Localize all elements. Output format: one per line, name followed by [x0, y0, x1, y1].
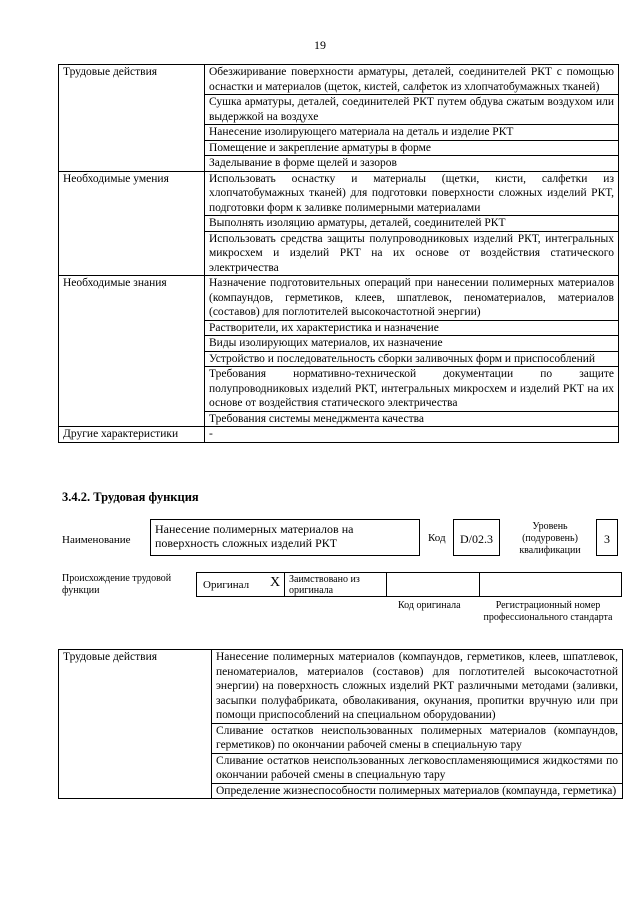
- row-item: Требования нормативно-технической документации по защите полупроводниковых изделий РКТ, интегральных микросхем и изделий РКТ на их основе от воздействия статического электричества: [205, 367, 619, 412]
- row-item: Требования системы менеджмента качества: [205, 411, 619, 427]
- row-item: Устройство и последовательность сборки заливочных форм и приспособлений: [205, 351, 619, 367]
- original-code-caption: Код оригинала: [398, 600, 461, 611]
- row-item: Виды изолирующих материалов, их назначение: [205, 336, 619, 352]
- row-item: Сливание остатков неиспользованных полимерных материалов (компаундов, герметиков) по окончании рабочей смены в специальную тару: [212, 723, 623, 753]
- table-row: [59, 650, 623, 724]
- competency-table: [58, 64, 619, 443]
- row-label: Другие характеристики: [59, 427, 205, 443]
- borrowed-label: Заимствовано из оригинала: [289, 574, 360, 596]
- original-code-cell: [387, 573, 480, 596]
- original-mark: X: [270, 575, 281, 590]
- original-label: Оригинал: [203, 579, 250, 591]
- origin-label: Происхождение трудовой функции: [62, 573, 172, 596]
- function-code-value: D/02.3: [453, 519, 500, 556]
- table-row: [59, 65, 619, 95]
- row-item: Заделывание в форме щелей и зазоров: [205, 156, 619, 172]
- work-actions-table: [58, 649, 623, 799]
- section-heading: 3.4.2. Трудовая функция: [62, 490, 199, 504]
- function-code-label: Код: [428, 532, 446, 544]
- table-row: [59, 427, 619, 443]
- row-item: Сливание остатков неиспользованных легковоспламеняющимися жидкостями по окончании рабочей смены в специальную тару: [212, 753, 623, 783]
- registration-number-caption: Регистрационный номер профессионального стандарта: [483, 600, 613, 623]
- borrowed-cell: [285, 573, 387, 596]
- row-item: Нанесение полимерных материалов (компаундов, герметиков, клеев, шпатлевок, пеноматериалов, материалов (составов) для поглотителей высокочастотной энергии) на поверхность сложных изделий РКТ различными методами (заливки, засыпки полуфабриката, обволакивания, окунания, пропитки вручную или при помощи приспособлений на специальном оборудовании): [212, 650, 623, 724]
- page-number: 19: [314, 38, 326, 52]
- function-name-value: Нанесение полимерных материалов на поверхность сложных изделий РКТ: [150, 519, 420, 556]
- row-item: Выполнять изоляцию арматуры, деталей, соединителей РКТ: [205, 216, 619, 232]
- table-row: [59, 171, 619, 216]
- row-item: Сушка арматуры, деталей, соединителей РКТ путем обдува сжатым воздухом или выдержкой на воздухе: [205, 95, 619, 125]
- row-item: Обезжиривание поверхности арматуры, деталей, соединителей РКТ с помощью оснастки и материалов (щеток, кистей, салфеток из хлопчатобумажных тканей): [205, 65, 619, 95]
- row-item: -: [205, 427, 619, 443]
- row-label: Трудовые действия: [59, 650, 212, 799]
- row-item: Помещение и закрепление арматуры в форме: [205, 140, 619, 156]
- row-item: Определение жизнеспособности полимерных материалов (компаунда, герметика): [212, 783, 623, 799]
- row-item: Нанесение изолирующего материала на деталь и изделие РКТ: [205, 125, 619, 141]
- row-label: Трудовые действия: [59, 65, 205, 172]
- row-item: Назначение подготовительных операций при нанесении полимерных материалов (компаундов, герметиков, клеев, шпатлевок, пеноматериалов, материалов (составов) для поглотителей высокочастотной энергии): [205, 276, 619, 321]
- row-item: Использовать средства защиты полупроводниковых изделий РКТ, интегральных микросхем и изделий РКТ на их основе от воздействия статического электричества: [205, 231, 619, 276]
- qualification-level-label: Уровень (подуровень) квалификации: [519, 521, 581, 556]
- row-item: Использовать оснастку и материалы (щетки, кисти, салфетки из хлопчатобумажных тканей) для подготовки поверхности сложных изделий РКТ, подготовки форм к заливке полимерными материалами: [205, 171, 619, 216]
- row-item: Растворители, их характеристика и назначение: [205, 320, 619, 336]
- row-label: Необходимые умения: [59, 171, 205, 276]
- table-row: [59, 276, 619, 321]
- origin-strip: [196, 572, 622, 597]
- function-name-label: Наименование: [62, 534, 131, 546]
- qualification-level-value: 3: [596, 519, 618, 556]
- registration-number-cell: [480, 573, 621, 596]
- row-label: Необходимые знания: [59, 276, 205, 427]
